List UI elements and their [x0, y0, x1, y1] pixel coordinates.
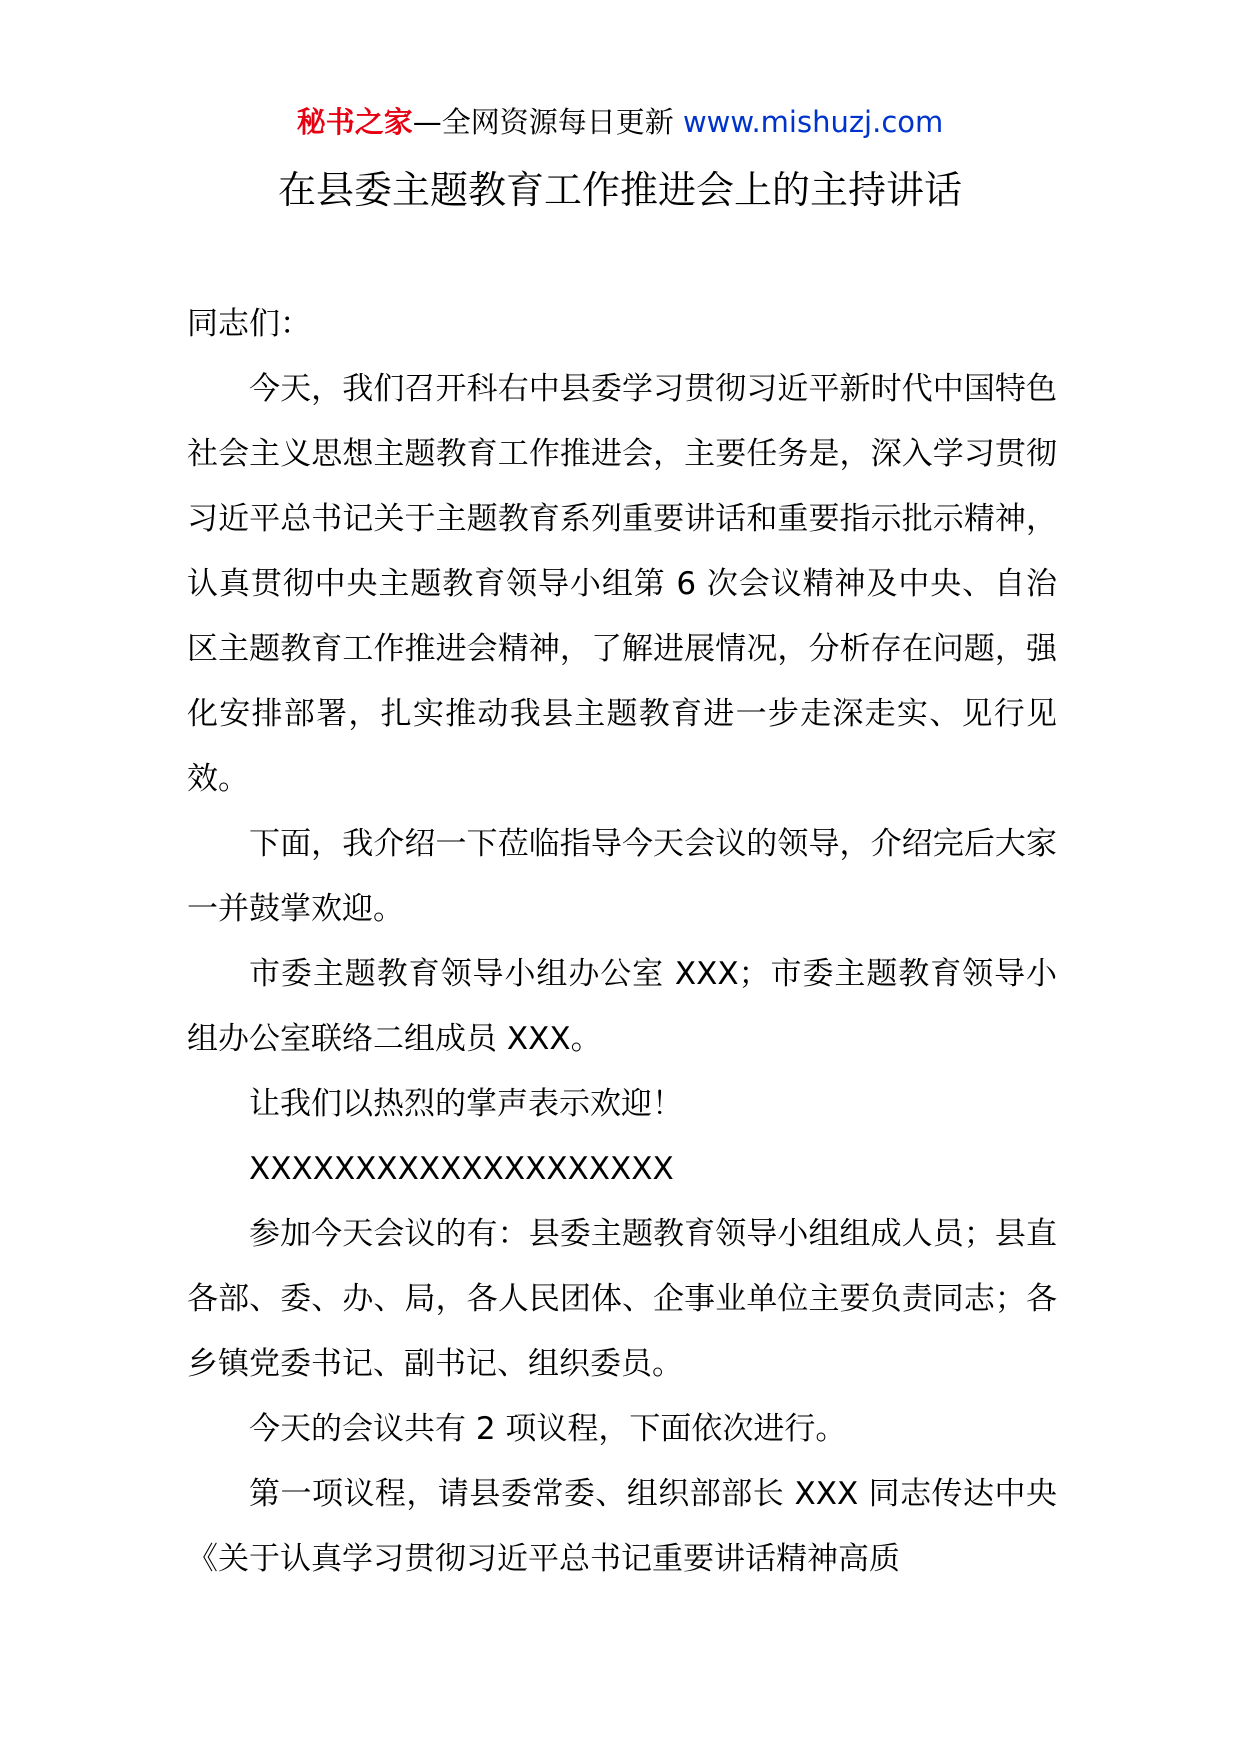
site-header [0, 100, 1240, 144]
paragraph-first-item: 第一项议程，请县委常委、组织部部长 XXX 同志传达中央《关于认真学习贯彻习近平总书记重要讲话精神高质 [187, 1476, 1057, 1577]
paragraph-leader-list: 市委主题教育领导小组办公室 XXX；市委主题教育领导小组办公室联络二组成员 XXX。 [187, 956, 1057, 1057]
paragraph-agenda: 今天的会议共有 2 项议程，下面依次进行。 [249, 1411, 847, 1447]
site-tagline: —全网资源每日更新 [412, 105, 683, 139]
paragraph-welcome: 让我们以热烈的掌声表示欢迎！ [249, 1086, 683, 1122]
site-brand: 秘书之家 [296, 105, 413, 139]
document-title: 在县委主题教育工作推进会上的主持讲话 [277, 168, 962, 212]
site-url: www.mishuzj.com [682, 105, 944, 139]
salutation: 同志们： [187, 306, 311, 342]
paragraph-introduce-leaders: 下面，我介绍一下莅临指导今天会议的领导，介绍完后大家一并鼓掌欢迎。 [187, 826, 1057, 927]
document-body [187, 292, 1057, 1592]
paragraph-opening: 今天，我们召开科右中县委学习贯彻习近平新时代中国特色社会主义思想主题教育工作推进会，主要任务是，深入学习贯彻习近平总书记关于主题教育系列重要讲话和重要指示批示精神，认真贯彻中央主题教育领导小组第 6 次会议精神及中央、自治区主题教育工作推进会精神，了解进展情况，分析存在问题，强化安排部署，扎实推动我县主题教育进一步走深走实、见行见效。 [187, 371, 1057, 797]
paragraph-placeholder: XXXXXXXXXXXXXXXXXXXX [249, 1151, 674, 1187]
paragraph-attendees: 参加今天会议的有：县委主题教育领导小组组成人员；县直各部、委、办、局，各人民团体、企事业单位主要负责同志；各乡镇党委书记、副书记、组织委员。 [187, 1216, 1057, 1382]
